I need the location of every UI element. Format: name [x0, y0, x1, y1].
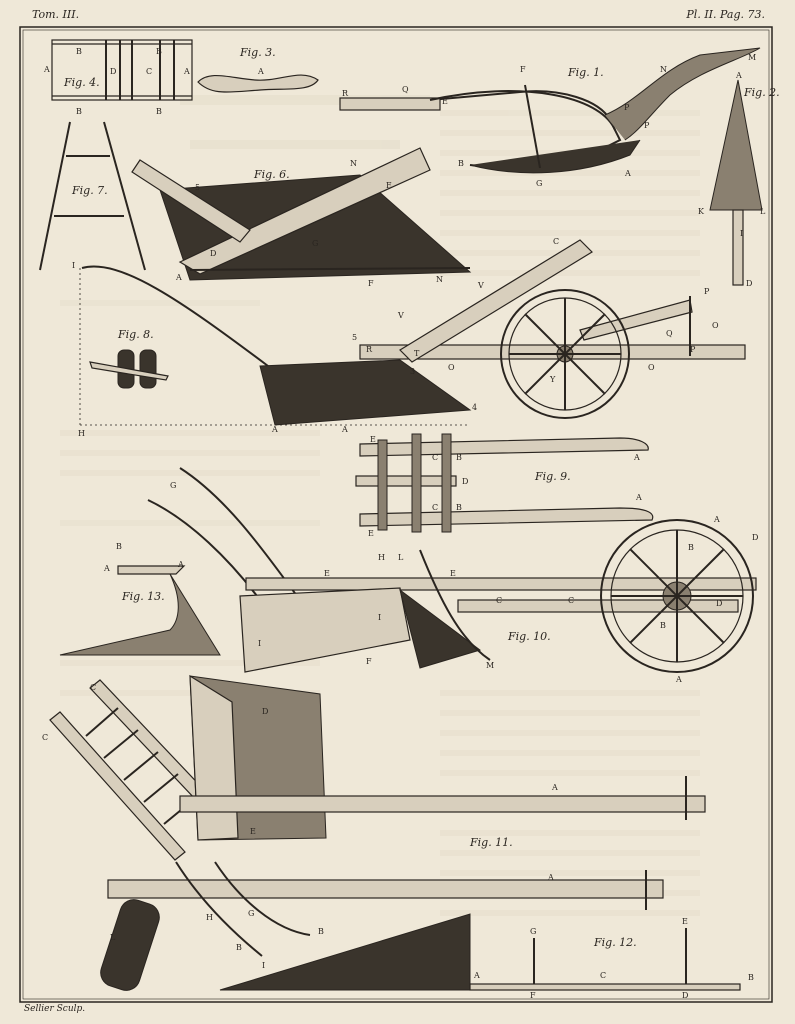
- svg-text:F: F: [366, 657, 372, 666]
- svg-text:H: H: [206, 913, 213, 922]
- svg-text:A: A: [634, 453, 640, 462]
- fig-11-label: Fig. 11.: [470, 836, 513, 849]
- svg-text:A: A: [636, 493, 642, 502]
- svg-text:B: B: [156, 47, 162, 56]
- svg-text:A: A: [474, 971, 480, 980]
- svg-text:A: A: [178, 560, 184, 569]
- svg-text:B: B: [76, 47, 82, 56]
- svg-text:E: E: [370, 435, 376, 444]
- svg-text:A: A: [184, 67, 190, 76]
- figure-7-trestle: [40, 122, 145, 270]
- svg-text:P: P: [624, 103, 630, 112]
- svg-text:C: C: [600, 971, 607, 980]
- svg-text:3: 3: [410, 367, 416, 376]
- fig-9-label: Fig. 9.: [535, 470, 571, 483]
- svg-text:A: A: [44, 65, 50, 74]
- volume-label: Tom. III.: [32, 8, 80, 21]
- fig-12-label: Fig. 12.: [594, 936, 637, 949]
- svg-text:E: E: [250, 827, 256, 836]
- svg-text:B: B: [236, 943, 242, 952]
- svg-text:A: A: [625, 169, 631, 178]
- svg-text:E: E: [450, 569, 456, 578]
- svg-text:4: 4: [472, 403, 478, 412]
- svg-text:L: L: [110, 933, 116, 942]
- svg-text:D: D: [752, 533, 759, 542]
- svg-text:D: D: [210, 249, 217, 258]
- svg-text:F: F: [530, 991, 536, 1000]
- svg-text:E: E: [368, 529, 374, 538]
- svg-text:D: D: [110, 67, 117, 76]
- svg-text:V: V: [398, 311, 404, 320]
- svg-text:D: D: [716, 599, 723, 608]
- svg-text:B: B: [76, 107, 82, 116]
- plate-page-label: Pl. II. Pag. 73.: [686, 8, 765, 21]
- svg-text:R: R: [366, 345, 373, 354]
- svg-text:I: I: [262, 961, 266, 970]
- svg-text:C: C: [553, 237, 560, 246]
- svg-text:I: I: [258, 639, 262, 648]
- engraver-signature: Sellier Sculp.: [24, 1004, 86, 1014]
- svg-text:A: A: [548, 873, 554, 882]
- svg-text:I: I: [72, 261, 76, 270]
- svg-text:A: A: [714, 515, 720, 524]
- svg-text:M: M: [748, 53, 757, 62]
- fig-1-label: Fig. 1.: [568, 66, 604, 79]
- figure-8-clamp: [90, 328, 168, 388]
- svg-text:B: B: [456, 453, 462, 462]
- svg-text:K: K: [698, 207, 704, 216]
- svg-text:I: I: [740, 229, 744, 238]
- svg-text:O: O: [648, 363, 655, 372]
- svg-text:H: H: [378, 553, 385, 562]
- figure-2-coulter: [698, 71, 780, 288]
- fig-13-label: Fig. 13.: [122, 590, 165, 603]
- svg-text:V: V: [478, 281, 484, 290]
- fig-6-label: Fig. 6.: [254, 168, 290, 181]
- svg-text:G: G: [530, 927, 537, 936]
- figure-12-wedge: [220, 914, 754, 1000]
- svg-text:E: E: [324, 569, 330, 578]
- svg-text:C: C: [90, 683, 97, 692]
- svg-text:P: P: [690, 345, 696, 354]
- svg-text:B: B: [116, 542, 122, 551]
- svg-text:5: 5: [195, 183, 201, 192]
- fig-3-label: Fig. 3.: [240, 46, 276, 59]
- svg-text:E: E: [386, 181, 392, 190]
- svg-text:N: N: [350, 159, 357, 168]
- svg-text:B: B: [688, 543, 694, 552]
- svg-text:O: O: [712, 321, 719, 330]
- svg-text:G: G: [248, 909, 255, 918]
- svg-text:B: B: [748, 973, 754, 982]
- svg-text:L: L: [760, 207, 766, 216]
- svg-text:T: T: [414, 349, 420, 358]
- figure-10-wheeled-plough: [148, 468, 758, 684]
- figure-13-share: [60, 542, 220, 655]
- svg-text:5: 5: [352, 333, 358, 342]
- figure-6-mouldboard: [132, 148, 470, 288]
- fig-4-label: Fig. 4.: [64, 76, 100, 89]
- svg-text:G: G: [536, 179, 543, 188]
- svg-text:Q: Q: [402, 85, 409, 94]
- svg-text:C: C: [146, 67, 153, 76]
- fig-2-label: Fig. 2.: [744, 86, 780, 99]
- svg-text:G: G: [312, 239, 319, 248]
- svg-text:B: B: [318, 927, 324, 936]
- svg-text:A: A: [272, 425, 278, 434]
- svg-text:P: P: [704, 287, 710, 296]
- svg-text:B: B: [456, 503, 462, 512]
- svg-text:C: C: [42, 733, 49, 742]
- fig-10-label: Fig. 10.: [508, 630, 551, 643]
- fig-7-label: Fig. 7.: [72, 184, 108, 197]
- svg-text:C: C: [432, 453, 439, 462]
- figure-4-frame: [43, 40, 192, 116]
- svg-text:F: F: [520, 65, 526, 74]
- svg-text:M: M: [486, 661, 495, 670]
- svg-text:D: D: [746, 279, 753, 288]
- svg-text:B: B: [156, 107, 162, 116]
- svg-text:N: N: [660, 65, 667, 74]
- svg-text:D: D: [682, 991, 689, 1000]
- svg-text:A: A: [676, 675, 682, 684]
- svg-text:Y: Y: [550, 375, 556, 384]
- svg-text:Q: Q: [666, 329, 673, 338]
- svg-text:H: H: [78, 429, 85, 438]
- figure-9-frame: [356, 434, 653, 538]
- svg-text:A: A: [552, 783, 558, 792]
- svg-text:B: B: [660, 621, 666, 630]
- svg-text:C: C: [568, 596, 575, 605]
- svg-text:E: E: [442, 97, 448, 106]
- figure-3-handle: [198, 46, 318, 92]
- svg-text:I: I: [378, 613, 382, 622]
- svg-text:P: P: [644, 121, 650, 130]
- svg-text:A: A: [258, 67, 264, 76]
- svg-text:D: D: [462, 477, 469, 486]
- svg-text:O: O: [448, 363, 455, 372]
- svg-text:A: A: [176, 273, 182, 282]
- svg-text:C: C: [496, 596, 503, 605]
- svg-text:A: A: [104, 564, 110, 573]
- svg-text:E: E: [682, 917, 688, 926]
- svg-text:A: A: [342, 425, 348, 434]
- svg-text:G: G: [170, 481, 177, 490]
- svg-text:B: B: [458, 159, 464, 168]
- svg-text:A: A: [736, 71, 742, 80]
- svg-text:D: D: [262, 707, 269, 716]
- svg-text:R: R: [342, 89, 349, 98]
- svg-text:L: L: [398, 553, 404, 562]
- svg-text:C: C: [432, 503, 439, 512]
- svg-text:F: F: [368, 279, 374, 288]
- svg-text:N: N: [436, 275, 443, 284]
- fig-8-label: Fig. 8.: [118, 328, 154, 341]
